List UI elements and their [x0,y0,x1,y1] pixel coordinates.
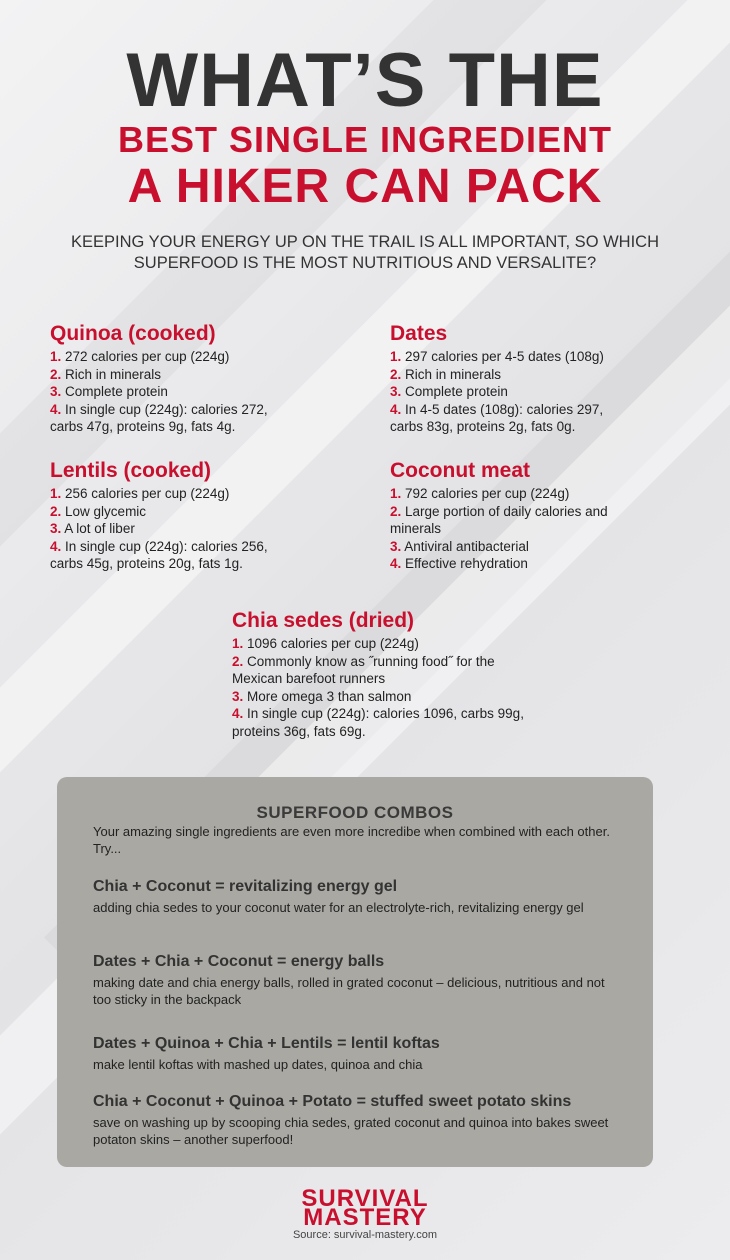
food-card-dates [390,322,690,436]
food-name: Chia sedes (dried) [232,609,415,632]
combo-description: save on washing up by scooping chia sedes, grated coconut and quinoa into bakes sweet potaton skins – another superfood! [93,1115,609,1147]
food-fact: 3. Complete protein [390,384,508,399]
combo-description: make lentil koftas with mashed up dates, quinoa and chia [93,1057,423,1072]
food-card-quinoa [50,322,350,436]
title-line-1: WHAT’S THE [126,38,604,123]
source-credit: Source: survival-mastery.com [292,1229,438,1241]
combo-description: making date and chia energy balls, rolled in grated coconut – delicious, nutritious and not too sticky in the backpack [93,975,605,1007]
food-card-chia [232,609,552,740]
food-fact: 3. More omega 3 than salmon [232,688,412,704]
combos-intro: Your amazing single ingredients are even more incredibe when combined with each other. Try... [93,824,610,856]
title-line-2: BEST SINGLE INGREDIENT [117,119,613,160]
combo-heading: Dates + Quinoa + Chia + Lentils = lentil koftas [93,1035,440,1052]
food-fact: 3. Antiviral antibacterial [390,538,529,554]
food-fact: 1. 297 calories per 4-5 dates (108g) [390,349,604,364]
combos-title: SUPERFOOD COMBOS [256,803,454,822]
survival-mastery-logo: SURVIVAL [301,1185,429,1212]
food-name: Quinoa (cooked) [50,322,216,345]
food-fact: 1. 792 calories per cup (224g) [390,486,570,501]
food-fact: 2. Rich in minerals [50,366,162,382]
combo-description: adding chia sedes to your coconut water for an electrolyte-rich, revitalizing energy gel [93,900,584,915]
title-line-3: A HIKER CAN PACK [127,160,603,213]
food-fact: 4. In single cup (224g): calories 256, carbs 45g, proteins 20g, fats 1g. [50,538,268,571]
food-fact: 4. In single cup (224g): calories 1096, carbs 99g, proteins 36g, fats 69g. [232,706,524,739]
food-name: Coconut meat [390,459,531,482]
intro-text: KEEPING YOUR ENERGY UP ON THE TRAIL IS ALL IMPORTANT, SO WHICH SUPERFOOD IS THE MOST NUTRITIOUS AND VERSALITE? [70,233,660,272]
food-fact: 1. 1096 calories per cup (224g) [232,636,419,651]
food-fact: 2. Large portion of daily calories and minerals [390,503,608,536]
food-fact: 1. 256 calories per cup (224g) [50,486,230,501]
food-fact: 1. 272 calories per cup (224g) [50,349,230,364]
food-fact: 3. A lot of liber [50,521,135,536]
food-fact: 2. Commonly know as ˝running food˝ for the Mexican barefoot runners [232,653,495,686]
combo-heading: Chia + Coconut + Quinoa + Potato = stuffed sweet potato skins [93,1093,572,1110]
survival-mastery-logo-line2: MASTERY [303,1204,427,1231]
food-fact: 4. In 4-5 dates (108g): calories 297, carbs 83g, proteins 2g, fats 0g. [390,401,604,434]
food-fact: 4. Effective rehydration [390,556,528,571]
food-card-lentils [50,459,350,573]
food-name: Lentils (cooked) [50,459,212,482]
food-fact: 2. Rich in minerals [390,366,502,382]
food-card-coconut [390,459,690,573]
food-name: Dates [390,322,448,345]
combo-heading: Chia + Coconut = revitalizing energy gel [93,878,398,895]
food-fact: 2. Low glycemic [50,503,147,519]
combo-heading: Dates + Chia + Coconut = energy balls [93,953,385,970]
superfood-combos-panel [57,777,653,1167]
food-fact: 3. Complete protein [50,384,168,399]
food-fact: 4. In single cup (224g): calories 272, carbs 47g, proteins 9g, fats 4g. [50,401,268,434]
